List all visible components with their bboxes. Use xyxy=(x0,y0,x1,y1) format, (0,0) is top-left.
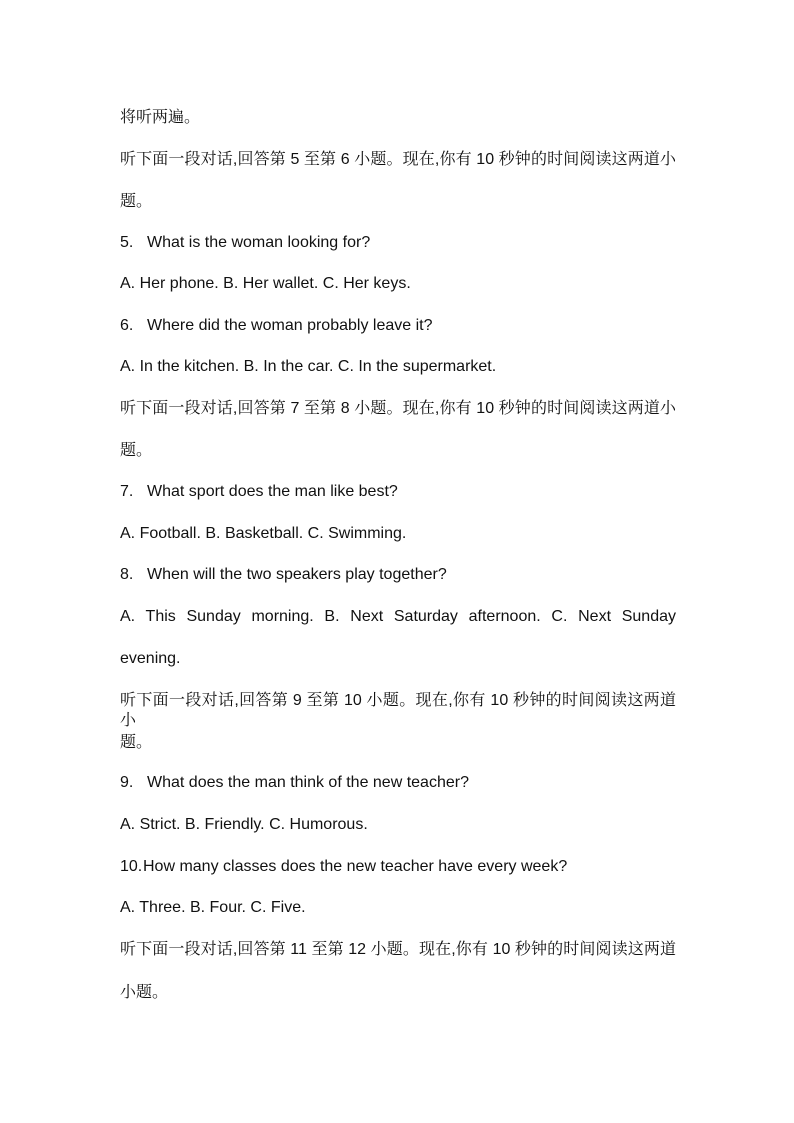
question-10 xyxy=(120,857,676,877)
question-7-text: What sport does the man like best? xyxy=(147,483,398,500)
section-instruction-11-12-line2: 小题。 xyxy=(120,984,169,1001)
question-10-options: A. Three. B. Four. C. Five. xyxy=(120,899,306,916)
section-instruction-5-6-line2: 题。 xyxy=(120,193,153,210)
question-5-text: What is the woman looking for? xyxy=(147,234,371,251)
question-8-options-line2: evening. xyxy=(120,650,181,667)
question-9-text: What does the man think of the new teacher? xyxy=(147,774,469,791)
section-instruction-7-8-line2: 题。 xyxy=(120,442,153,459)
question-7-options: A. Football. B. Basketball. C. Swimming. xyxy=(120,525,407,542)
question-9-options: A. Strict. B. Friendly. C. Humorous. xyxy=(120,816,368,833)
question-8-options-line1: A. This Sunday morning. B. Next Saturday afternoon. C. Next Sunday xyxy=(120,608,676,625)
question-8 xyxy=(120,565,676,585)
question-6-options: A. In the kitchen. B. In the car. C. In the supermarket. xyxy=(120,358,497,375)
question-9-number: 9. xyxy=(120,774,134,791)
intro-text: 将听两遍。 xyxy=(120,109,201,126)
section-instruction-9-10-line2: 题。 xyxy=(120,734,153,751)
question-9 xyxy=(120,773,676,793)
question-6-text: Where did the woman probably leave it? xyxy=(147,317,433,334)
question-10-text: How many classes does the new teacher have every week? xyxy=(143,858,568,875)
question-6-number: 6. xyxy=(120,317,134,334)
question-5 xyxy=(120,233,676,253)
section-instruction-7-8-line1: 听下面一段对话,回答第 7 至第 8 小题。现在,你有 10 秒钟的时间阅读这两道小 xyxy=(120,400,676,417)
question-5-options: A. Her phone. B. Her wallet. C. Her keys. xyxy=(120,275,411,292)
question-5-number: 5. xyxy=(120,234,134,251)
question-8-text: When will the two speakers play together? xyxy=(147,566,447,583)
question-6 xyxy=(120,316,676,336)
question-7 xyxy=(120,482,676,502)
section-instruction-11-12-line1: 听下面一段对话,回答第 11 至第 12 小题。现在,你有 10 秒钟的时间阅读这两道 xyxy=(120,941,676,958)
section-instruction-5-6-line1: 听下面一段对话,回答第 5 至第 6 小题。现在,你有 10 秒钟的时间阅读这两道小 xyxy=(120,151,676,168)
question-7-number: 7. xyxy=(120,483,134,500)
section-instruction-9-10-line1: 听下面一段对话,回答第 9 至第 10 小题。现在,你有 10 秒钟的时间阅读这两道小 xyxy=(120,692,676,729)
question-10-number: 10. xyxy=(120,858,143,875)
question-8-number: 8. xyxy=(120,566,134,583)
